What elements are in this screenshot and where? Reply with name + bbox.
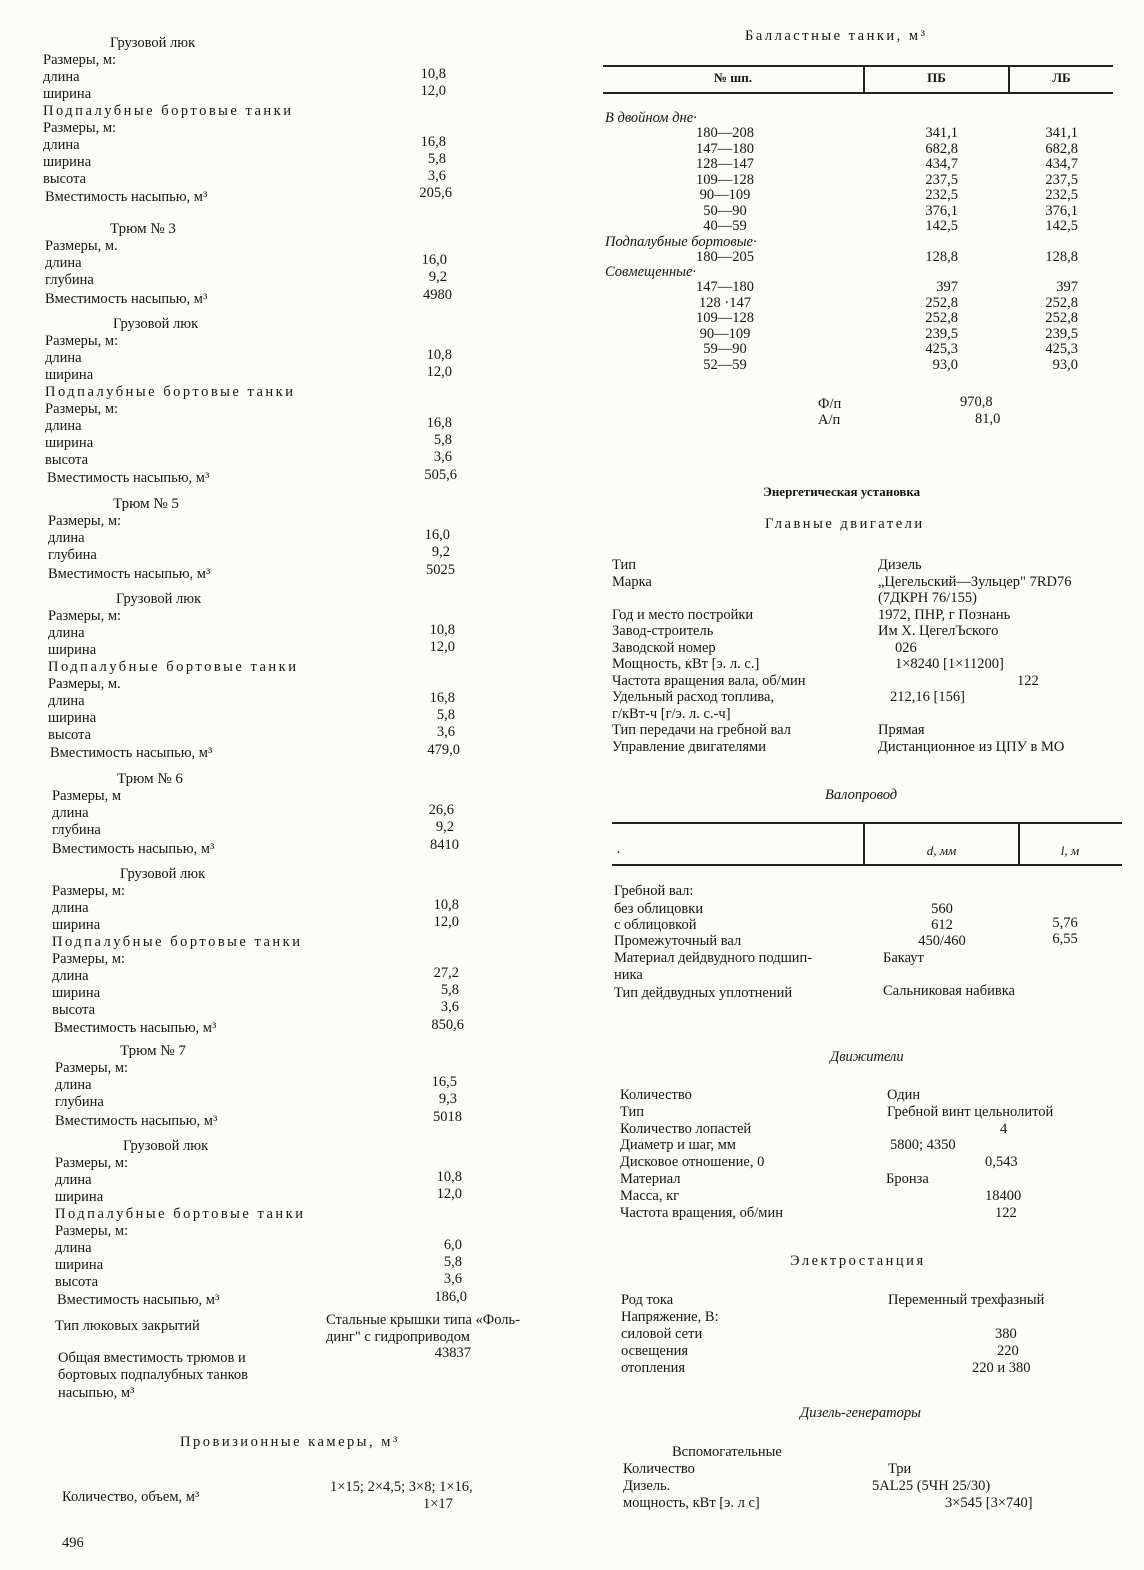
row-label: длина <box>52 968 89 984</box>
capacity-label: Вместимость насыпью, м³ <box>55 1113 218 1129</box>
row-value: 9,2 <box>435 819 454 835</box>
row-label: высота <box>43 171 87 187</box>
row-label: ширина <box>45 367 94 383</box>
tanks-title: Подпалубные бортовые танки <box>48 659 299 675</box>
row-label: длина <box>43 137 80 153</box>
dg-sub: Вспомогательные <box>672 1444 782 1460</box>
engine-label: Год и место постройки <box>612 606 754 623</box>
power-title: Энергетическая установка <box>763 484 921 499</box>
plant-value: 220 <box>997 1343 1019 1359</box>
capacity-value: 5018 <box>433 1109 462 1125</box>
lb-value: 252,8 <box>1045 310 1078 326</box>
total-value: 43837 <box>434 1345 471 1361</box>
capacity-label: Вместимость насыпью, м³ <box>54 1020 217 1036</box>
shaft-material-label: Материал дейдвудного подшип- <box>614 950 813 966</box>
frame-range: 40—59 <box>703 218 747 234</box>
row-label: длина <box>45 255 82 271</box>
frame-range: 109—128 <box>696 310 754 326</box>
row-value: 3,6 <box>427 168 446 184</box>
frame-range: 109—128 <box>696 171 754 188</box>
row-label: длина <box>55 1172 92 1188</box>
closures-value: динг" с гидроприводом <box>326 1329 470 1345</box>
dims-label: Размеры, м: <box>45 333 119 349</box>
row-label: длина <box>52 900 89 916</box>
row-label: длина <box>55 1240 92 1256</box>
engine-value: Дизель <box>878 557 922 573</box>
shaft-d: 560 <box>931 901 953 917</box>
frame-range: 90—109 <box>699 325 751 342</box>
engine-value: Прямая <box>878 722 925 738</box>
hatch-title: Грузовой люк <box>110 35 196 51</box>
shaft-title: Валопровод <box>825 787 898 803</box>
dims-label: Размеры, м. <box>45 238 118 254</box>
row-label: ширина <box>48 642 97 658</box>
provision-value: 1×17 <box>423 1496 453 1512</box>
row-value: 3,6 <box>443 1271 462 1287</box>
shaft-d: 450/460 <box>918 933 966 949</box>
capacity-label: Вместимость насыпью, м³ <box>50 745 213 761</box>
plant-title: Электростанция <box>790 1253 926 1269</box>
plant-label: силовой сети <box>621 1326 703 1342</box>
capacity-label: Вместимость насыпью, м³ <box>45 291 208 307</box>
ap-value: 81,0 <box>975 411 1001 427</box>
row-value: 16,5 <box>431 1074 457 1090</box>
row-label: ширина <box>43 154 92 170</box>
plant-value: 380 <box>995 1326 1017 1342</box>
engine-label: Тип <box>612 557 637 573</box>
plant-label: отопления <box>621 1360 686 1376</box>
row-value: 9,2 <box>431 544 450 560</box>
dg-title: Дизель-генераторы <box>800 1405 921 1421</box>
shaft-l: 5,76 <box>1052 915 1078 931</box>
capacity-value: 5025 <box>426 562 455 578</box>
propulsion-value: Один <box>887 1087 921 1103</box>
frame-range: 180—205 <box>696 248 754 265</box>
dims-label: Размеры, м: <box>43 120 117 136</box>
shaft-material-label: ника <box>614 967 643 983</box>
propulsion-label: Частота вращения, об/мин <box>620 1204 783 1221</box>
row-value: 16,0 <box>424 527 450 543</box>
hold-title: Трюм № 5 <box>113 496 179 512</box>
row-value: 9,2 <box>428 269 447 285</box>
row-label: ширина <box>55 1189 104 1205</box>
row-value: 26,6 <box>428 802 454 818</box>
engine-value: Им X. ЦегелЪского <box>878 623 999 639</box>
shaft-label: без облицовки <box>614 901 704 917</box>
row-label: ширина <box>43 86 92 102</box>
capacity-value: 479,0 <box>427 742 460 758</box>
capacity-value: 505,6 <box>424 467 457 483</box>
dims-label: Размеры, м: <box>43 52 117 68</box>
lb-value: 341,1 <box>1045 125 1078 141</box>
hatch-title: Грузовой люк <box>120 866 206 882</box>
shaft-header-d: d, мм <box>926 843 957 858</box>
lb-value: 425,3 <box>1045 341 1078 357</box>
engine-value: „Цегельский—Зульцер" 7RD76 <box>878 573 1072 590</box>
propulsion-title: Движители <box>830 1049 904 1065</box>
propulsion-label: Количество <box>620 1087 692 1103</box>
dims-label: Размеры, м: <box>52 883 126 899</box>
frame-range: 180—208 <box>696 125 754 141</box>
row-value: 16,8 <box>429 690 455 706</box>
lb-value: 142,5 <box>1045 218 1078 234</box>
hatch-title: Грузовой люк <box>113 316 199 332</box>
row-label: длина <box>48 625 85 641</box>
dims-label: Размеры, м: <box>52 951 126 967</box>
lb-value: 397 <box>1056 279 1078 295</box>
plant-label: освещения <box>621 1343 689 1359</box>
row-label: глубина <box>45 272 94 288</box>
engine-value: 122 <box>1017 672 1039 689</box>
row-label: ширина <box>55 1257 104 1273</box>
group-label: Совмещенные· <box>605 264 697 280</box>
frame-range: 128 ·147 <box>699 294 751 311</box>
dg-label: Дизель. <box>623 1478 671 1494</box>
pb-value: 341,1 <box>925 125 958 141</box>
lb-value: 232,5 <box>1045 187 1078 203</box>
row-label: высота <box>48 727 92 743</box>
dg-value: Три <box>888 1461 912 1477</box>
propulsion-label: Масса, кг <box>620 1187 680 1204</box>
hold-title: Трюм № 6 <box>117 771 183 787</box>
hatch-title: Грузовой люк <box>123 1138 209 1154</box>
row-value: 5,8 <box>433 432 452 448</box>
engine-label: Завод-строитель <box>612 623 714 639</box>
row-label: длина <box>48 530 85 546</box>
frame-range: 59—90 <box>703 341 747 357</box>
pb-value: 682,8 <box>925 140 958 157</box>
row-value: 10,8 <box>429 622 455 638</box>
row-label: длина <box>43 69 80 85</box>
row-value: 12,0 <box>426 364 452 380</box>
pb-value: 397 <box>936 279 958 295</box>
row-value: 5,8 <box>427 151 446 167</box>
shaft-label: Промежуточный вал <box>614 933 742 949</box>
row-value: 16,0 <box>421 252 447 268</box>
propulsion-value: Бронза <box>886 1171 929 1187</box>
pb-value: 434,7 <box>925 156 958 172</box>
col-header-frame: № шп. <box>713 70 753 85</box>
lb-value: 376,1 <box>1045 202 1078 219</box>
dims-label: Размеры, м. <box>48 676 121 692</box>
group-label: В двойном дне· <box>605 110 697 126</box>
fp-label: Ф/п <box>818 396 842 412</box>
row-label: ширина <box>52 985 101 1001</box>
dims-label: Размеры, м <box>52 788 122 804</box>
propulsion-value: 0,543 <box>985 1154 1018 1171</box>
shaft-label: с облицовкой <box>614 917 697 933</box>
pb-value: 376,1 <box>925 202 958 219</box>
provision-label: Количество, объем, м³ <box>62 1489 200 1505</box>
row-value: 3,6 <box>440 999 459 1015</box>
row-label: длина <box>48 693 85 709</box>
propulsion-value: 18400 <box>985 1187 1022 1204</box>
row-value: 12,0 <box>429 639 455 655</box>
pb-value: 142,5 <box>925 218 958 234</box>
hold-title: Трюм № 7 <box>120 1043 186 1059</box>
capacity-value: 8410 <box>430 837 459 853</box>
lb-value: 128,8 <box>1045 248 1078 265</box>
pb-value: 128,8 <box>925 248 958 265</box>
row-label: ширина <box>52 917 101 933</box>
propulsion-value: 4 <box>1000 1120 1008 1137</box>
row-label: высота <box>45 452 89 468</box>
pb-value: 252,8 <box>925 310 958 326</box>
col-header-lb: ЛБ <box>1052 70 1071 85</box>
shaft-table-top-rule <box>612 822 1122 824</box>
shaft-header-blank: · <box>616 845 621 861</box>
row-value: 6,0 <box>443 1237 462 1253</box>
plant-value: 220 и 380 <box>972 1360 1031 1376</box>
propulsion-label: Количество лопастей <box>620 1120 752 1137</box>
dg-value: 5AL25 (5ЧН 25/30) <box>872 1478 991 1494</box>
provision-value: 1×15; 2×4,5; 3×8; 1×16, <box>330 1479 473 1495</box>
row-label: высота <box>55 1274 99 1290</box>
lb-value: 434,7 <box>1045 156 1078 172</box>
engine-label: Управление двигателями <box>612 738 766 755</box>
pb-value: 239,5 <box>925 325 958 342</box>
engine-value: 1×8240 [1×11200] <box>895 656 1004 672</box>
row-label: ширина <box>45 435 94 451</box>
dims-label: Размеры, м: <box>48 608 122 624</box>
table-header-rule <box>603 92 1113 94</box>
shaft-d: 612 <box>931 917 953 933</box>
row-value: 3,6 <box>436 724 455 740</box>
engine-label: Заводской номер <box>612 639 716 656</box>
propulsion-label: Дисковое отношение, 0 <box>620 1154 765 1171</box>
row-value: 10,8 <box>433 897 459 913</box>
propulsion-label: Материал <box>620 1171 681 1187</box>
total-label: Общая вместимость трюмов и <box>58 1350 246 1366</box>
engine-value: 212,16 [156] <box>890 689 965 705</box>
engine-label: Марка <box>612 573 652 590</box>
tanks-title: Подпалубные бортовые танки <box>55 1206 306 1222</box>
capacity-label: Вместимость насыпью, м³ <box>52 841 215 857</box>
row-label: длина <box>52 805 89 821</box>
ballast-title: Балластные танки, м³ <box>745 28 928 44</box>
engine-label: г/кВт-ч [г/э. л. с.-ч] <box>612 705 731 722</box>
shaft-material-value: Бакаут <box>883 950 924 966</box>
dg-label: Количество <box>623 1461 695 1477</box>
frame-range: 147—180 <box>696 279 754 295</box>
shaft-seal-label: Тип дейдвудных уплотнений <box>614 985 793 1001</box>
tanks-title: Подпалубные бортовые танки <box>43 103 294 119</box>
capacity-label: Вместимость насыпью, м³ <box>47 470 210 486</box>
pb-value: 425,3 <box>925 341 958 357</box>
row-value: 5,8 <box>440 982 459 998</box>
lb-value: 239,5 <box>1045 325 1078 342</box>
table-top-rule <box>603 65 1113 67</box>
row-value: 12,0 <box>436 1186 462 1202</box>
propulsion-label: Тип <box>620 1103 645 1120</box>
capacity-label: Вместимость насыпью, м³ <box>48 566 211 582</box>
row-label: высота <box>52 1002 96 1018</box>
engine-value: 026 <box>895 639 917 656</box>
closures-label: Тип люковых закрытий <box>55 1318 200 1334</box>
frame-range: 90—109 <box>699 187 751 203</box>
tanks-title: Подпалубные бортовые танки <box>45 384 296 400</box>
frame-range: 147—180 <box>696 140 754 157</box>
row-value: 16,8 <box>420 134 446 150</box>
propulsion-value: Гребной винт цельнолитой <box>887 1103 1054 1120</box>
dims-label: Размеры, м: <box>48 513 122 529</box>
closures-value: Стальные крышки типа «Фоль- <box>326 1312 520 1328</box>
shaft-l: 6,55 <box>1052 931 1078 947</box>
row-value: 10,8 <box>436 1169 462 1185</box>
capacity-value: 4980 <box>423 287 452 303</box>
row-label: глубина <box>48 547 97 563</box>
row-label: глубина <box>55 1094 104 1110</box>
engine-label: Частота вращения вала, об/мин <box>612 672 806 689</box>
plant-value: Переменный трехфазный <box>888 1292 1045 1308</box>
engines-title: Главные двигатели <box>765 516 925 532</box>
dg-label: мощность, кВт [э. л с] <box>623 1495 760 1511</box>
total-label: бортовых подпалубных танков <box>58 1367 249 1383</box>
col-header-pb: ПБ <box>927 70 946 85</box>
row-label: длина <box>55 1077 92 1093</box>
row-value: 10,8 <box>426 347 452 363</box>
tanks-title: Подпалубные бортовые танки <box>52 934 303 950</box>
plant-label: Род тока <box>621 1292 674 1308</box>
shaft-label: Гребной вал: <box>614 883 694 899</box>
propulsion-value: 5800; 4350 <box>890 1137 956 1154</box>
capacity-label: Вместимость насыпью, м³ <box>57 1292 220 1308</box>
row-value: 9,3 <box>438 1091 457 1107</box>
hatch-title: Грузовой люк <box>116 591 202 607</box>
row-value: 5,8 <box>436 707 455 723</box>
fp-value: 970,8 <box>960 394 993 410</box>
row-value: 12,0 <box>420 83 446 99</box>
frame-range: 52—59 <box>703 356 747 373</box>
engine-label: Удельный расход топлива, <box>612 689 775 705</box>
pb-value: 252,8 <box>925 294 958 311</box>
engine-label: Мощность, кВт [э. л. с.] <box>612 656 760 672</box>
dims-label: Размеры, м: <box>45 401 119 417</box>
capacity-value: 850,6 <box>431 1017 464 1033</box>
row-value: 5,8 <box>443 1254 462 1270</box>
dims-label: Размеры, м: <box>55 1060 129 1076</box>
provision-title: Провизионные камеры, м³ <box>180 1434 400 1450</box>
plant-label: Напряжение, В: <box>621 1309 719 1325</box>
engine-value: 1972, ПНР, г Познань <box>878 606 1011 623</box>
propulsion-value: 122 <box>995 1204 1017 1221</box>
engine-value: (7ДКРН 76/155) <box>878 590 977 606</box>
frame-range: 128—147 <box>696 156 754 172</box>
row-value: 12,0 <box>433 914 459 930</box>
dg-value: 3×545 [3×740] <box>945 1495 1033 1511</box>
total-label: насыпью, м³ <box>58 1385 135 1401</box>
capacity-label: Вместимость насыпью, м³ <box>45 189 208 205</box>
propulsion-label: Диаметр и шаг, мм <box>620 1137 736 1154</box>
engine-label: Тип передачи на гребной вал <box>612 722 791 738</box>
group-label: Подпалубные бортовые· <box>605 233 757 250</box>
lb-value: 237,5 <box>1045 171 1078 188</box>
row-value: 27,2 <box>433 965 459 981</box>
row-value: 3,6 <box>433 449 452 465</box>
frame-range: 50—90 <box>703 202 747 219</box>
shaft-seal-value: Сальниковая набивка <box>883 983 1015 999</box>
capacity-value: 186,0 <box>434 1289 467 1305</box>
ap-label: А/п <box>818 412 841 428</box>
lb-value: 93,0 <box>1052 356 1078 373</box>
pb-value: 93,0 <box>932 356 958 373</box>
dims-label: Размеры, м: <box>55 1223 129 1239</box>
row-value: 16,8 <box>426 415 452 431</box>
hold-title: Трюм № 3 <box>110 221 176 237</box>
row-value: 10,8 <box>420 66 446 82</box>
dims-label: Размеры, м: <box>55 1155 129 1171</box>
row-label: длина <box>45 350 82 366</box>
engine-value: Дистанционное из ЦПУ в МО <box>878 738 1065 755</box>
lb-value: 682,8 <box>1045 140 1078 157</box>
pb-value: 232,5 <box>925 187 958 203</box>
lb-value: 252,8 <box>1045 294 1078 311</box>
capacity-value: 205,6 <box>419 185 452 201</box>
page-number: 496 <box>62 1535 84 1551</box>
pb-value: 237,5 <box>925 171 958 188</box>
shaft-table-bottom-rule <box>612 864 1122 866</box>
row-label: длина <box>45 418 82 434</box>
row-label: ширина <box>48 710 97 726</box>
row-label: глубина <box>52 822 101 838</box>
shaft-header-l: l, м <box>1060 843 1080 858</box>
